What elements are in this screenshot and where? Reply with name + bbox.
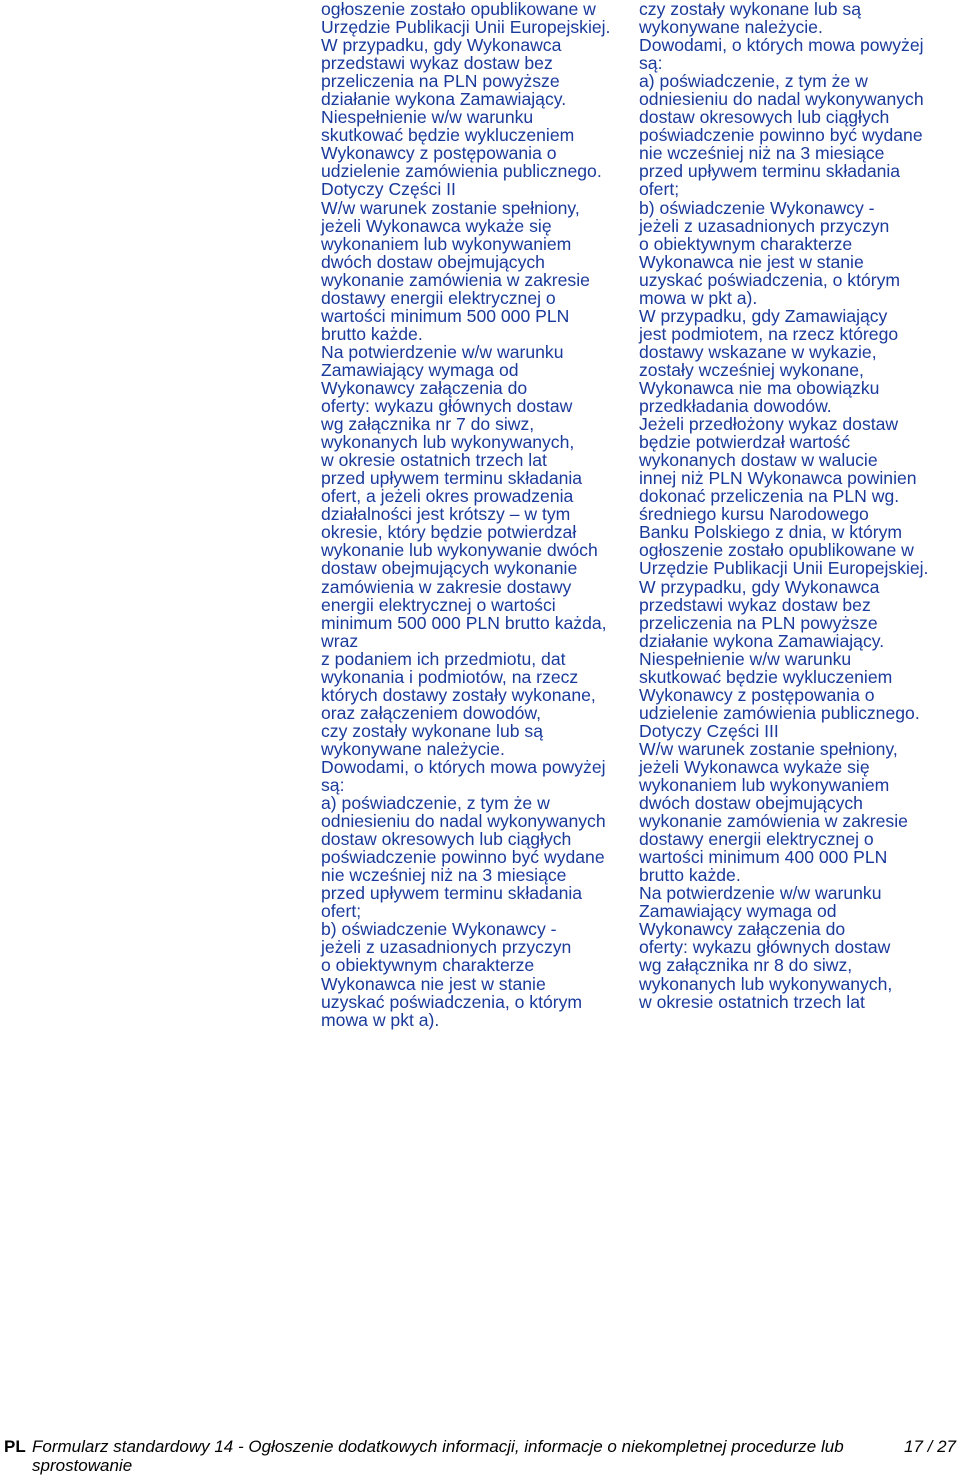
text-line: przedstawi wykaz dostaw bez (639, 594, 871, 615)
text-line: będzie potwierdzał wartość (639, 432, 851, 453)
text-line: skutkować będzie wykluczeniem (321, 125, 575, 146)
text-line: działanie wykona Zamawiający. (321, 89, 567, 110)
page-footer (4, 1437, 956, 1475)
text-line: przedkładania dowodów. (639, 396, 832, 417)
text-line: W przypadku, gdy Wykonawca (639, 576, 880, 597)
text-line: Dowodami, o których mowa powyżej (321, 756, 606, 777)
text-line: Urzędzie Publikacji Unii Europejskiej. (639, 558, 929, 579)
footer-language-code: PL (4, 1437, 26, 1456)
text-line: W/w warunek zostanie spełniony, (321, 197, 580, 218)
text-line: uzyskać poświadczenia, o którym (639, 269, 901, 290)
text-line: Na potwierdzenie w/w warunku (639, 883, 882, 904)
text-line: zamówienia w zakresie dostawy (321, 576, 572, 597)
text-line: oferty: wykazu głównych dostaw (639, 937, 891, 958)
text-line: brutto każde. (639, 865, 741, 886)
text-line: wykonanych dostaw w walucie (639, 450, 878, 471)
text-line: dostaw okresowych lub ciągłych (639, 107, 890, 128)
text-line: Jeżeli przedłożony wykaz dostaw (639, 414, 899, 435)
text-line: poświadczenie powinno być wydane (639, 125, 923, 146)
text-line: wg załącznika nr 8 do siwz, (639, 955, 853, 976)
text-line: Niespełnienie w/w warunku (639, 648, 852, 669)
text-line: wykonanych lub wykonywanych, (321, 432, 575, 453)
text-line: udzielenie zamówienia publicznego. (321, 161, 602, 182)
text-line: w okresie ostatnich trzech lat (639, 991, 865, 1012)
text-line: Wykonawcy z postępowania o (321, 143, 557, 164)
text-line: ofert; (321, 901, 362, 922)
text-line: przed upływem terminu składania (321, 468, 583, 489)
text-line: nie wcześniej niż na 3 miesiące (321, 865, 567, 886)
text-line: wg załącznika nr 7 do siwz, (321, 414, 535, 435)
text-line: wykonywane należycie. (321, 738, 505, 759)
text-line: skutkować będzie wykluczeniem (639, 666, 893, 687)
text-line: średniego kursu Narodowego (639, 504, 869, 525)
text-line: okresie, który będzie potwierdzał (321, 522, 577, 543)
text-line: ofert; (639, 179, 680, 200)
text-line: wykonanie lub wykonywanie dwóch (321, 540, 598, 561)
text-line: Banku Polskiego z dnia, w którym (639, 522, 903, 543)
text-line: b) oświadczenie Wykonawcy - (321, 919, 557, 940)
text-line: Zamawiający wymaga od (321, 359, 519, 380)
text-line: Wykonawcy załączenia do (639, 919, 846, 940)
text-line: o obiektywnym charakterze (321, 955, 535, 976)
text-line: wykonaniem lub wykonywaniem (321, 233, 572, 254)
text-line: dostawy wskazane w wykazie, (639, 341, 877, 362)
text-line: dostaw okresowych lub ciągłych (321, 829, 572, 850)
text-line: mowa w pkt a). (321, 1009, 440, 1030)
text-line: a) poświadczenie, z tym że w (321, 793, 550, 814)
text-line: Wykonawca nie ma obowiązku (639, 377, 880, 398)
left-text-column (321, 0, 639, 1029)
text-line: są: (321, 775, 345, 796)
text-line: jeżeli Wykonawca wykaże się (639, 756, 870, 777)
text-line: oferty: wykazu głównych dostaw (321, 396, 573, 417)
footer-page-number: 17 / 27 (904, 1437, 956, 1456)
text-line: ogłoszenie zostało opublikowane w (321, 0, 596, 19)
right-text-column (639, 0, 960, 1011)
text-line: oraz załączeniem dowodów, (321, 702, 542, 723)
text-line: dostawy energii elektrycznej o (639, 829, 874, 850)
text-line: wykonywane należycie. (639, 17, 823, 38)
text-line: wykonanych lub wykonywanych, (639, 973, 893, 994)
text-line: uzyskać poświadczenia, o którym (321, 991, 583, 1012)
text-line: przeliczenia na PLN powyższe (321, 71, 560, 92)
text-line: odniesieniu do nadal wykonywanych (639, 89, 924, 110)
text-line: Niespełnienie w/w warunku (321, 107, 534, 128)
text-line: minimum 500 000 PLN brutto każda, (321, 612, 607, 633)
text-line: wartości minimum 400 000 PLN (639, 847, 888, 868)
text-line: wykonanie zamówienia w zakresie (321, 269, 590, 290)
text-line: dwóch dostaw obejmujących (639, 793, 863, 814)
text-line: brutto każde. (321, 323, 423, 344)
text-line: Dotyczy Części II (321, 179, 456, 200)
text-line: z podaniem ich przedmiotu, dat (321, 648, 566, 669)
text-line: Wykonawcy z postępowania o (639, 684, 875, 705)
text-line: jeżeli z uzasadnionych przyczyn (639, 215, 890, 236)
text-line: Wykonawca nie jest w stanie (321, 973, 546, 994)
text-line: W przypadku, gdy Zamawiający (639, 305, 888, 326)
text-line: Na potwierdzenie w/w warunku (321, 341, 564, 362)
text-line: Zamawiający wymaga od (639, 901, 837, 922)
text-line: W/w warunek zostanie spełniony, (639, 738, 898, 759)
text-line: przedstawi wykaz dostaw bez (321, 53, 553, 74)
text-line: dostaw obejmujących wykonanie (321, 558, 578, 579)
text-line: działanie wykona Zamawiający. (639, 630, 885, 651)
text-line: jest podmiotem, na rzecz którego (639, 323, 899, 344)
text-line: nie wcześniej niż na 3 miesiące (639, 143, 885, 164)
text-line: wykonanie zamówienia w zakresie (639, 811, 908, 832)
text-line: zostały wcześniej wykonane, (639, 359, 864, 380)
text-line: o obiektywnym charakterze (639, 233, 853, 254)
text-line: innej niż PLN Wykonawca powinien (639, 468, 917, 489)
text-line: przed upływem terminu składania (321, 883, 583, 904)
text-line: czy zostały wykonane lub są (321, 720, 543, 741)
text-line: Wykonawcy załączenia do (321, 377, 528, 398)
text-line: energii elektrycznej o wartości (321, 594, 556, 615)
text-line: wykonaniem lub wykonywaniem (639, 775, 890, 796)
text-line: ofert, a jeżeli okres prowadzenia (321, 486, 574, 507)
text-line: wartości minimum 500 000 PLN (321, 305, 570, 326)
text-line: a) poświadczenie, z tym że w (639, 71, 868, 92)
text-line: udzielenie zamówienia publicznego. (639, 702, 920, 723)
text-line: ogłoszenie zostało opublikowane w (639, 540, 914, 561)
text-line: są: (639, 53, 663, 74)
text-line: odniesieniu do nadal wykonywanych (321, 811, 606, 832)
text-line: jeżeli Wykonawca wykaże się (321, 215, 552, 236)
text-line: dwóch dostaw obejmujących (321, 251, 545, 272)
text-line: w okresie ostatnich trzech lat (321, 450, 547, 471)
text-line: przeliczenia na PLN powyższe (639, 612, 878, 633)
text-line: Wykonawca nie jest w stanie (639, 251, 864, 272)
text-line: czy zostały wykonane lub są (639, 0, 861, 19)
text-line: b) oświadczenie Wykonawcy - (639, 197, 875, 218)
text-line: działalności jest krótszy – w tym (321, 504, 571, 525)
text-line: wraz (321, 630, 359, 651)
text-line: dokonać przeliczenia na PLN wg. (639, 486, 900, 507)
footer-form-title: Formularz standardowy 14 - Ogłoszenie dodatkowych informacji, informacje o niekompletnej procedurze lub sprostowanie (32, 1437, 844, 1475)
text-line: jeżeli z uzasadnionych przyczyn (321, 937, 572, 958)
text-line: Urzędzie Publikacji Unii Europejskiej. (321, 17, 611, 38)
text-line: poświadczenie powinno być wydane (321, 847, 605, 868)
text-line: przed upływem terminu składania (639, 161, 901, 182)
text-line: których dostawy zostały wykonane, (321, 684, 596, 705)
text-line: wykonania i podmiotów, na rzecz (321, 666, 579, 687)
text-line: Dotyczy Części III (639, 720, 779, 741)
text-line: W przypadku, gdy Wykonawca (321, 35, 562, 56)
text-line: dostawy energii elektrycznej o (321, 287, 556, 308)
text-line: Dowodami, o których mowa powyżej (639, 35, 924, 56)
text-line: mowa w pkt a). (639, 287, 758, 308)
